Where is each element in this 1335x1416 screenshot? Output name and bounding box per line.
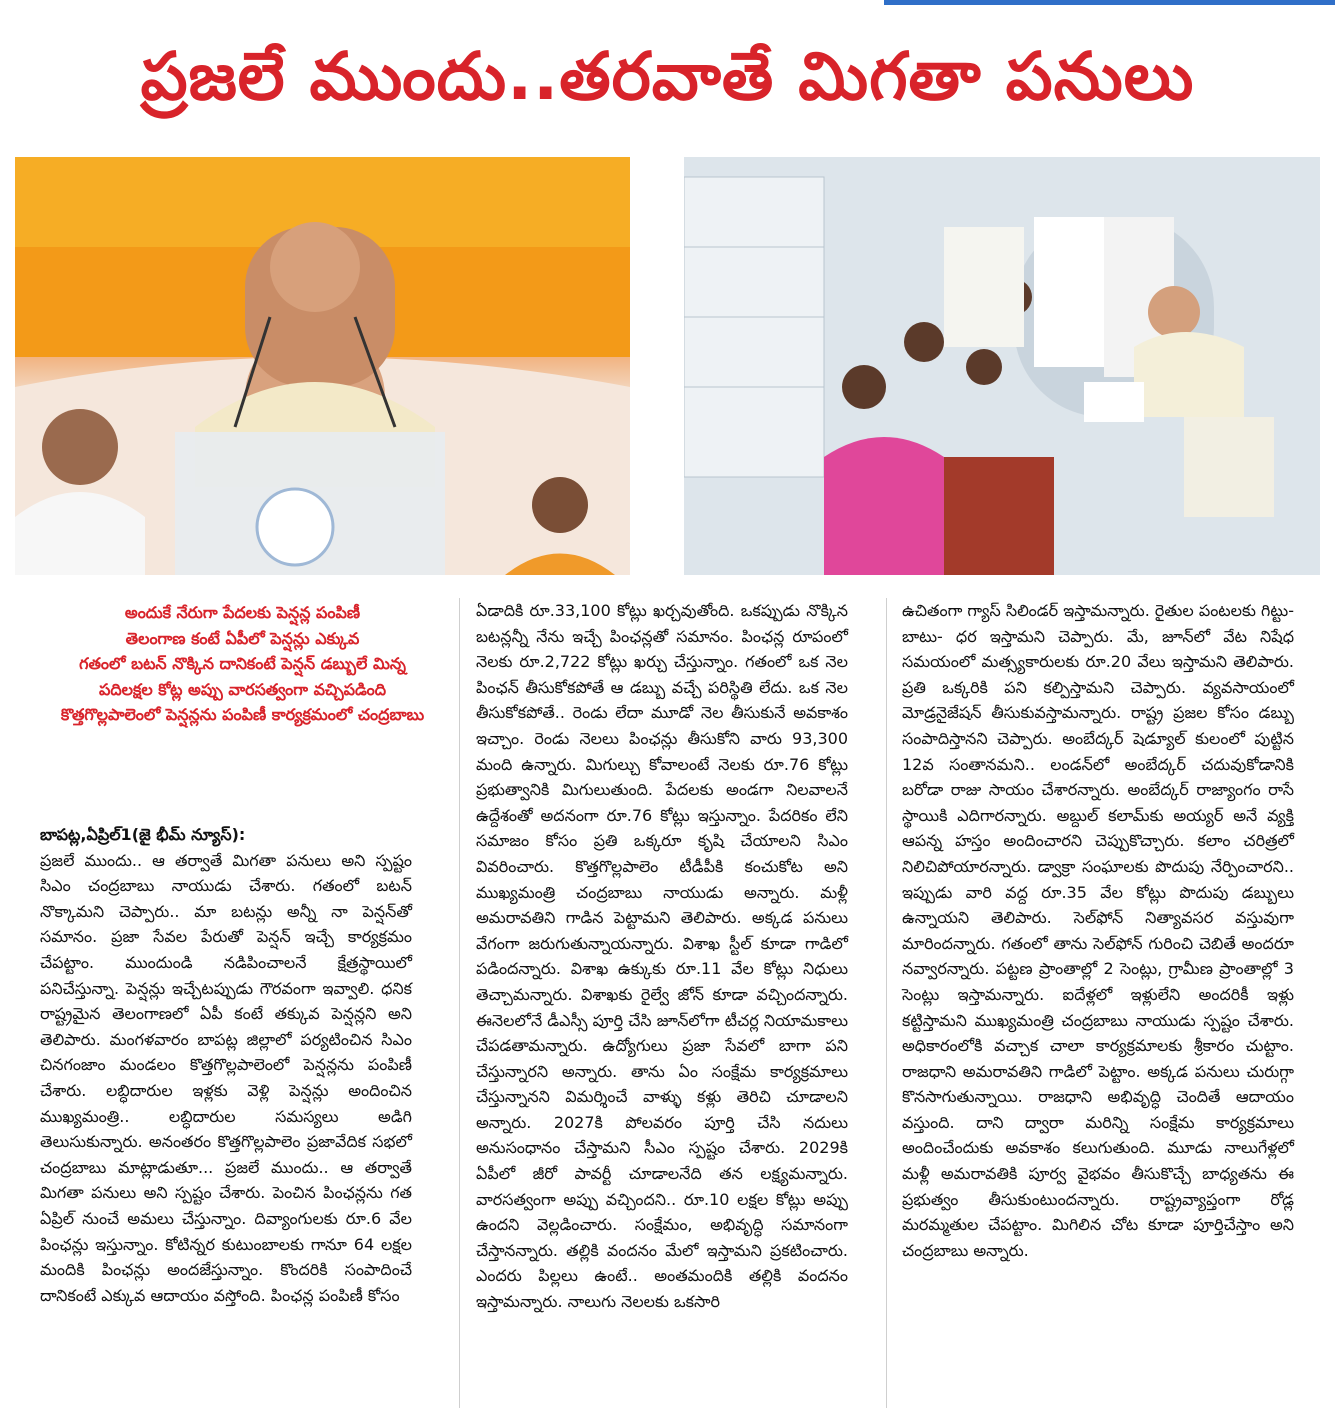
dateline: బాపట్ల,ఏప్రిల్1(జై భీమ్ న్యూస్): (40, 825, 246, 844)
highlight-line: అందుకే నేరుగా పేదలకు పెన్షన్ల పంపిణీ (124, 603, 361, 622)
highlight-line: కొత్తగొల్లపాలెంలో పెన్షన్లను పంపిణీ కార్యక్రమంలో చంద్రబాబు (60, 705, 425, 725)
highlight-line: గతంలో బటన్ నొక్కిన దానికంటే పెన్షన్ డబ్బులే మిన్న (79, 654, 406, 674)
highlight-line: తెలంగాణ కంటే ఏపీలో పెన్షన్లు ఎక్కువ (125, 628, 360, 648)
headline: ప్రజలే ముందు..తరవాతే మిగతా పనులు (140, 38, 1195, 115)
article-column-3 (902, 598, 1294, 1263)
home-visit-photo (684, 157, 1320, 575)
column-divider (459, 598, 460, 1408)
highlight-line: పదిలక్షల కోట్ల అప్పు వారసత్వంగా వచ్చిపడింది (98, 679, 387, 699)
speech-photo-illustration (15, 157, 630, 575)
article-text: ఏడాదికి రూ.33,100 కోట్లు ఖర్చవుతోంది. ఒకప్పుడు నొక్కిన బటన్లన్నీ నేను ఇచ్చే పింఛన్లతో సమానం. పింఛన్ల రూపంలో నెలకు రూ.2,722 కోట్లు ఖర్చు చేస్తున్నాం. గతంలో ఒక నెల పింఛన్ తీసుకోకపోతే ఆ డబ్బు వచ్చే పరిస్థితి లేదు. ఒక నెల తీసుకోకపోతే.. రెండు లేదా మూడో నెల తీసుకునే అవకాశం ఇచ్చాం. రెండు నెలలు పింఛన్లు తీసుకోని వారు 93,300 మంది ఉన్నారు. మిగుల్చు కోవాలంటే నెలకు రూ.76 కోట్లు ప్రభుత్వానికి మిగులుతుంది. పేదలకు అండగా నిలవాలనే ఉద్దేశంతో అదనంగా రూ.76 కోట్లు ఇస్తున్నాం. పేదరికం లేని సమాజం కోసం ప్రతి ఒక్కరూ కృషి చేయాలని సిఎం వివరించారు. కొత్తగొల్లపాలెం టీడీపీకి కంచుకోట అని ముఖ్యమంత్రి చంద్రబాబు నాయుడు అన్నారు. మళ్లీ అమరావతిని గాడిన పెట్టామని తెలిపారు. అక్కడ పనులు వేగంగా జరుగుతున్నాయన్నారు. విశాఖ స్టీల్ కూడా గాడిలో పడిందన్నారు. విశాఖ ఉక్కుకు రూ.11 వేల కోట్లు నిధులు తెచ్చామన్నారు. విశాఖకు రైల్వే జోన్ కూడా వచ్చిందన్నారు. ఈనెలలోనే డీఎస్సీ పూర్తి చేసి జూన్‌లోగా టీచర్ల నియామకాలు చేపడతామన్నారు. ఉద్యోగులు ప్రజా సేవలో బాగా పని చేస్తున్నారని అన్నారు. తాను ఏం సంక్షేమ కార్యక్రమాలు చేస్తున్నానని విమర్శించే వాళ్ళు కళ్లు తెరిచి చూడాలని అన్నారు. 2027కి పోలవరం పూర్తి చేసి నదులు అనుసంధానం చేస్తామని సీఎం స్పష్టం చేశారు. 2029కి ఏపీలో జీరో పావర్టీ చూడాలనేది తన లక్ష్యమన్నారు. వారసత్వంగా అప్పు వచ్చిందని.. రూ.10 లక్షల కోట్లు అప్పు ఉందని వెల్లడించారు. సంక్షేమం, అభివృద్ధి సమానంగా చేస్తానన్నారు. తల్లికి వందనం మేలో ఇస్తామని ప్రకటించారు. ఎందరు పిల్లలు ఉంటే.. అంతమందికి తల్లికి వందనం ఇస్తామన్నారు. నాలుగు నెలలకు ఒకసారి (476, 601, 848, 1312)
top-accent-bar (884, 0, 1335, 5)
speech-photo (15, 157, 630, 575)
article-column-1 (40, 822, 412, 1308)
highlights-box (40, 600, 445, 728)
article-text: ఉచితంగా గ్యాస్ సిలిండర్ ఇస్తామన్నారు. రైతుల పంటలకు గిట్టు-బాటు- ధర ఇస్తామని చెప్పారు. మే, జూన్‌లో వేట నిషేధ సమయంలో మత్స్యకారులకు రూ.20 వేలు ఇస్తామని తెలిపారు. ప్రతి ఒక్కరికి పని కల్పిస్తామని చెప్పారు. వ్యవసాయంలో మోడ్రనైజేషన్ తీసుకువస్తామన్నారు. రాష్ట్ర ప్రజల కోసం డబ్బు సంపాదిస్తానని చెప్పారు. అంబేద్కర్ షెడ్యూల్ కులంలో పుట్టిన 12వ సంతానమని.. లండన్‌లో అంబేద్కర్ చదువుకోడానికి బరోడా రాజు సాయం చేశారన్నారు. అంబేద్కర్ రాజ్యాంగం రాసే స్థాయికి ఎదిగారన్నారు. అబ్దుల్ కలామ్‌కు అయ్యర్ అనే వ్యక్తి ఆపన్న హస్తం అందించారని చెప్పుకొచ్చారు. కలాం చరిత్రలో నిలిచిపోయారన్నారు. డ్వాక్రా సంఘాలకు పొదుపు నేర్పించారని.. ఇప్పుడు వారి వద్ద రూ.35 వేల కోట్లు పొదుపు డబ్బులు ఉన్నాయని తెలిపారు. సెల్‌ఫోన్ నిత్యావసర వస్తువుగా మారిందన్నారు. గతంలో తాను సెల్‌ఫోన్ గురించి చెబితే అందరూ నవ్వారన్నారు. పట్టణ ప్రాంతాల్లో 2 సెంట్లు, గ్రామీణ ప్రాంతాల్లో 3 సెంట్లు ఇస్తామన్నారు. ఐదేళ్లలో ఇళ్లులేని అందరికీ ఇళ్లు కట్టిస్తామని ముఖ్యమంత్రి చంద్రబాబు నాయుడు స్పష్టం చేశారు. అధికారంలోకి వచ్చాక చాలా కార్యక్రమాలకు శ్రీకారం చుట్టాం. రాజధాని అమరావతిని గాడిలో పెట్టాం. అక్కడ పనులు చురుగ్గా కొనసాగుతున్నాయి. రాజధాని అభివృద్ధి చెందితే ఆదాయం వస్తుంది. దాని ద్వారా మరిన్ని సంక్షేమ కార్యక్రమాలు అందించేందుకు అవకాశం కలుగుతుంది. మూడు నాలుగేళ్లలో మళ్లీ అమరావతికి పూర్వ వైభవం తీసుకొచ్చే బాధ్యతను ఈ ప్రభుత్వం తీసుకుంటుందన్నారు. రాష్ట్రవ్యాప్తంగా రోడ్ల మరమ్మతుల చేపట్టాం. మిగిలిన చోట కూడా పూర్తిచేస్తాం అని చంద్రబాబు అన్నారు. (902, 601, 1294, 1260)
article-column-2 (476, 598, 848, 1315)
column-divider (886, 598, 887, 1408)
article-text: ప్రజలే ముందు.. ఆ తర్వాతే మిగతా పనులు అని స్పష్టం సిఎం చంద్రబాబు నాయుడు చేశారు. గతంలో బటన్ నొక్కామని చెప్పారు.. మా బటన్లు అన్నీ నా పెన్షన్‌తో సమానం. ప్రజా సేవల పేరుతో పెన్షన్ ఇచ్చే కార్యక్రమం చేపట్టాం. ముందుండి నడిపించాలనే క్షేత్రస్థాయిలో పనిచేస్తున్నా. పెన్షన్లు ఇచ్చేటప్పుడు గౌరవంగా ఇవ్వాలి. ధనిక రాష్ట్రమైన తెలంగాణలో ఏపీ కంటే తక్కువ పెన్షన్లని అని తెలిపారు. మంగళవారం బాపట్ల జిల్లాలో పర్యటించిన సిఎం చినగంజాం మండలం కొత్తగొల్లపాలెంలో పెన్షన్లను పంపిణీ చేశారు. లబ్ధిదారుల ఇళ్లకు వెళ్లి పెన్షన్లు అందించిన ముఖ్యమంత్రి.. లబ్ధిదారుల సమస్యలు అడిగి తెలుసుకున్నారు. అనంతరం కొత్తగొల్లపాలెం ప్రజావేదిక సభలో చంద్రబాబు మాట్లాడుతూ... ప్రజలే ముందు.. ఆ తర్వాతే మిగతా పనులు అని స్పష్టం చేశారు. పెంచిన పింఛన్లను గత ఏప్రిల్ నుంచే అమలు చేస్తున్నాం. దివ్యాంగులకు రూ.6 వేల పింఛన్లు ఇస్తున్నాం. కోటిన్నర కుటుంబాలకు గానూ 64 లక్షల మందికి పింఛన్లు అందజేస్తున్నాం. కొందరికి సంపాదించే దానికంటే ఎక్కువ ఆదాయం వస్తోంది. పింఛన్ల పంపిణీ కోసం (40, 850, 412, 1305)
home-visit-photo-illustration (684, 157, 1320, 575)
